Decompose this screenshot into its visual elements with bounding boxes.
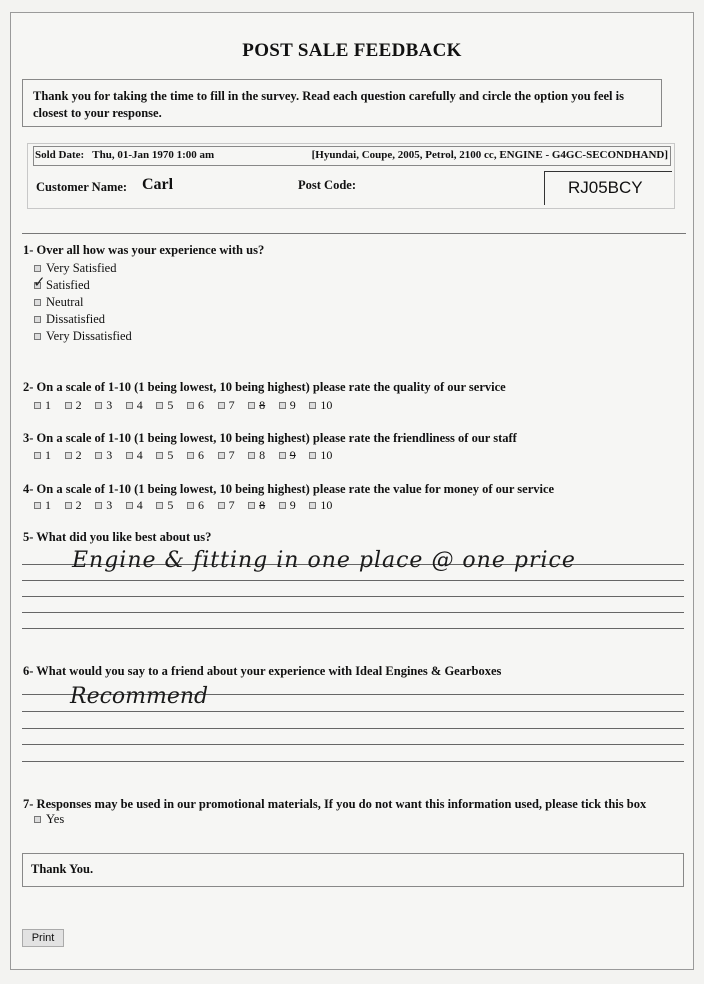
checkbox[interactable] (65, 502, 72, 509)
scale-label: 2 (75, 398, 82, 412)
q1-option-neutral[interactable] (34, 295, 83, 310)
q2scale-option-8[interactable] (248, 398, 279, 413)
q3scale-option-3[interactable] (95, 448, 126, 463)
checkbox[interactable] (34, 299, 41, 306)
scale-label: 4 (136, 498, 143, 512)
q4scale-option-4[interactable] (126, 498, 157, 513)
checkbox[interactable] (34, 265, 41, 272)
question-3-scale (34, 448, 340, 463)
postcode-label: Post Code: (298, 178, 356, 192)
question-5: 5- What did you like best about us? (23, 530, 212, 544)
scale-label: 10 (320, 448, 333, 462)
scale-label: 7 (228, 398, 235, 412)
q3scale-option-10[interactable] (309, 448, 340, 463)
question-6: 6- What would you say to a friend about your experience with Ideal Engines & Gearboxes (23, 664, 502, 678)
option-label: Yes (46, 812, 65, 826)
checkbox[interactable] (34, 502, 41, 509)
checkbox[interactable] (156, 452, 163, 459)
checkbox[interactable] (34, 333, 41, 340)
scale-label: 4 (136, 448, 143, 462)
option-label: Very Dissatisfied (46, 329, 132, 343)
checkbox[interactable] (34, 452, 41, 459)
checkbox[interactable] (95, 502, 102, 509)
question-3: 3- On a scale of 1-10 (1 being lowest, 10 being highest) please rate the friendliness of our staff (23, 431, 517, 445)
customer-name-value: Carl (142, 176, 174, 193)
checkbox[interactable] (248, 452, 255, 459)
q3scale-option-9[interactable] (279, 448, 310, 463)
checkbox[interactable] (187, 452, 194, 459)
answer-line (22, 580, 684, 581)
opt-out-yes[interactable] (34, 812, 64, 827)
scale-label: 6 (197, 448, 204, 462)
q2scale-option-4[interactable] (126, 398, 157, 413)
q4scale-option-10[interactable] (309, 498, 340, 513)
answer-line (22, 761, 684, 762)
q2scale-option-6[interactable] (187, 398, 218, 413)
scale-label: 6 (197, 498, 204, 512)
checkbox[interactable] (126, 452, 133, 459)
q3scale-option-7[interactable] (218, 448, 249, 463)
scale-label: 2 (75, 498, 82, 512)
checkbox[interactable] (248, 402, 255, 409)
question-1: 1- Over all how was your experience with us? (23, 243, 265, 257)
checkbox[interactable] (34, 316, 41, 323)
checkbox[interactable] (309, 402, 316, 409)
scale-label: 5 (167, 448, 174, 462)
scale-label: 8 (259, 498, 266, 512)
q3scale-option-6[interactable] (187, 448, 218, 463)
checkbox[interactable] (65, 402, 72, 409)
scale-label: 9 (289, 398, 296, 412)
q1-option-very-satisfied[interactable] (34, 261, 116, 276)
checkbox[interactable] (248, 502, 255, 509)
checkbox[interactable] (95, 452, 102, 459)
scale-label: 7 (228, 448, 235, 462)
checkbox[interactable] (187, 502, 194, 509)
checkbox[interactable] (34, 402, 41, 409)
scale-label: 3 (106, 448, 113, 462)
q2scale-option-10[interactable] (309, 398, 340, 413)
checkbox[interactable] (126, 502, 133, 509)
form-title: POST SALE FEEDBACK (242, 40, 462, 61)
checkbox[interactable] (309, 452, 316, 459)
hand-tick-mark: ✓ (33, 273, 46, 291)
q3scale-option-8[interactable] (248, 448, 279, 463)
answer-line (22, 628, 684, 629)
checkbox[interactable] (34, 816, 41, 823)
scale-label: 2 (75, 448, 82, 462)
q1-option-very-dissatisfied[interactable] (34, 329, 132, 344)
checkbox[interactable] (279, 402, 286, 409)
option-label: Dissatisfied (46, 312, 106, 326)
scale-label: 10 (320, 398, 333, 412)
scale-label: 9 (289, 498, 296, 512)
answer-line (22, 612, 684, 613)
checkbox[interactable] (65, 452, 72, 459)
answer-line (22, 711, 684, 712)
sold-date (35, 149, 214, 161)
customer-name-label: Customer Name: (36, 180, 128, 194)
scale-label: 1 (45, 398, 51, 412)
scale-label: 8 (259, 398, 266, 412)
checkbox[interactable] (218, 502, 225, 509)
question-4: 4- On a scale of 1-10 (1 being lowest, 10 being highest) please rate the value for money of our service (23, 482, 555, 496)
scale-label: 9 (289, 448, 296, 462)
checkbox[interactable] (309, 502, 316, 509)
postcode-value: RJ05BCY (568, 178, 643, 197)
scale-label: 1 (45, 498, 51, 512)
q4scale-option-9[interactable] (279, 498, 310, 513)
q2scale-option-7[interactable] (218, 398, 249, 413)
scale-label: 3 (106, 498, 113, 512)
sold-date-label: Sold Date: (35, 149, 85, 161)
question-2-scale (34, 398, 340, 413)
q4scale-option-2[interactable] (65, 498, 96, 513)
intro-text: Thank you for taking the time to fill in the survey. Read each question carefully and circle the option you feel is closest to your response. (22, 79, 662, 127)
sold-date-value: Thu, 01-Jan 1970 1:00 am (92, 149, 215, 161)
q2scale-option-5[interactable] (156, 398, 187, 413)
q4scale-option-8[interactable] (248, 498, 279, 513)
q4scale-option-5[interactable] (156, 498, 187, 513)
scale-label: 5 (167, 398, 174, 412)
answer-line (22, 596, 684, 597)
q3scale-option-4[interactable] (126, 448, 157, 463)
answer-line (22, 744, 684, 745)
q2scale-option-1[interactable] (34, 398, 65, 413)
option-label: Very Satisfied (46, 261, 117, 275)
scale-label: 10 (320, 498, 333, 512)
scale-label: 5 (167, 498, 174, 512)
checkbox[interactable] (279, 452, 286, 459)
checkbox[interactable] (156, 502, 163, 509)
q4scale-option-1[interactable] (34, 498, 65, 513)
scale-label: 6 (197, 398, 204, 412)
question-4-scale (34, 498, 340, 513)
scale-label: 1 (45, 448, 51, 462)
checkbox[interactable] (95, 402, 102, 409)
q3scale-option-5[interactable] (156, 448, 187, 463)
checkbox[interactable] (187, 402, 194, 409)
q4scale-option-7[interactable] (218, 498, 249, 513)
section-divider (22, 233, 686, 234)
checkbox[interactable] (126, 402, 133, 409)
checkbox[interactable] (156, 402, 163, 409)
answer-line (22, 728, 684, 729)
q4scale-option-3[interactable] (95, 498, 126, 513)
thank-you-box: Thank You. (22, 853, 684, 887)
scale-label: 4 (136, 398, 143, 412)
print-button[interactable]: Print (22, 929, 64, 947)
question-5-answer: Engine & fitting in one place @ one price (72, 548, 576, 573)
option-label: Neutral (46, 295, 84, 309)
q2scale-option-2[interactable] (65, 398, 96, 413)
checkbox[interactable] (279, 502, 286, 509)
scale-label: 7 (228, 498, 235, 512)
q3scale-option-1[interactable] (34, 448, 65, 463)
q3scale-option-2[interactable] (65, 448, 96, 463)
q1-option-dissatisfied[interactable] (34, 312, 105, 327)
question-7: 7- Responses may be used in our promotional materials, If you do not want this information used, please tick this box (23, 797, 647, 811)
q2scale-option-9[interactable] (279, 398, 310, 413)
q2scale-option-3[interactable] (95, 398, 126, 413)
checkbox[interactable] (218, 452, 225, 459)
scale-label: 8 (259, 448, 266, 462)
q4scale-option-6[interactable] (187, 498, 218, 513)
scale-label: 3 (106, 398, 113, 412)
option-label: Satisfied (46, 278, 90, 292)
question-6-answer: Recommend (70, 684, 209, 709)
vehicle-details: [Hyundai, Coupe, 2005, Petrol, 2100 cc, ENGINE - G4GC-SECONDHAND] (311, 149, 668, 161)
checkbox[interactable] (218, 402, 225, 409)
question-2: 2- On a scale of 1-10 (1 being lowest, 10 being highest) please rate the quality of our service (23, 380, 506, 394)
